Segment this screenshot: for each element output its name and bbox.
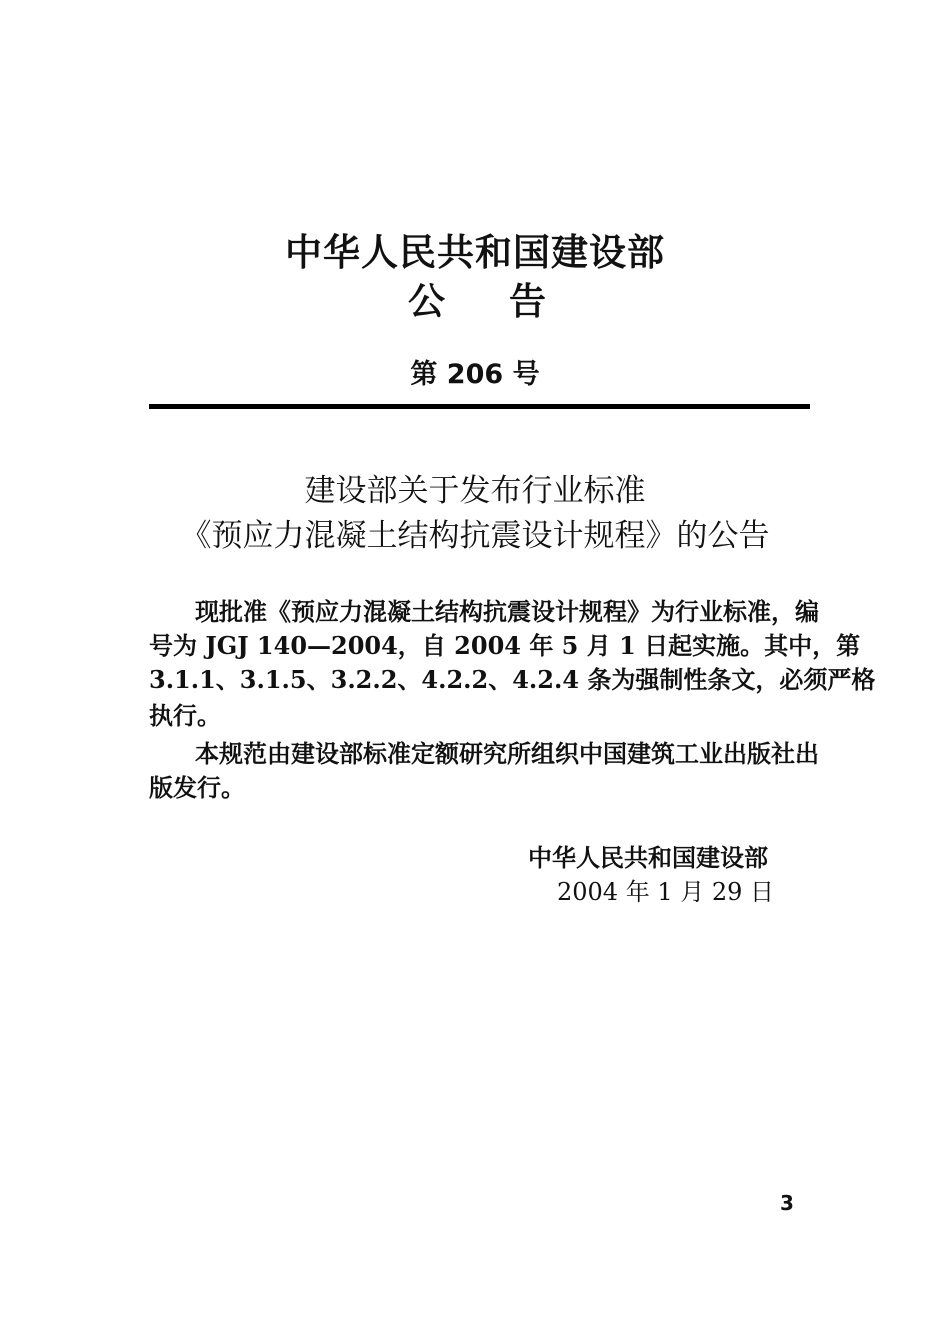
body-line: 版发行。 (149, 773, 245, 802)
notice-heading-line-1: 建设部关于发布行业标准 (304, 473, 646, 509)
body-line: 号为 JGJ 140—2004，自 2004 年 5 月 1 日起实施。其中，第 (149, 631, 861, 660)
body-line: 现批准《预应力混凝土结构抗震设计规程》为行业标准，编 (195, 597, 819, 626)
issuer-title: 中华人民共和国建设部 (285, 231, 665, 274)
document-type: 公告 (408, 280, 610, 323)
header-divider (149, 404, 810, 409)
page-number: 3 (780, 1191, 794, 1215)
body-line: 本规范由建设部标准定额研究所组织中国建筑工业出版社出 (195, 739, 819, 768)
notice-number: 第 206 号 (410, 359, 540, 390)
body-line: 执行。 (149, 701, 221, 730)
sign-date: 2004 年 1 月 29 日 (557, 878, 775, 906)
signer: 中华人民共和国建设部 (528, 844, 768, 872)
notice-heading-line-2: 《预应力混凝土结构抗震设计规程》的公告 (180, 518, 770, 554)
body-line: 3.1.1、3.1.5、3.2.2、4.2.2、4.2.4 条为强制性条文，必须严格 (149, 665, 876, 694)
